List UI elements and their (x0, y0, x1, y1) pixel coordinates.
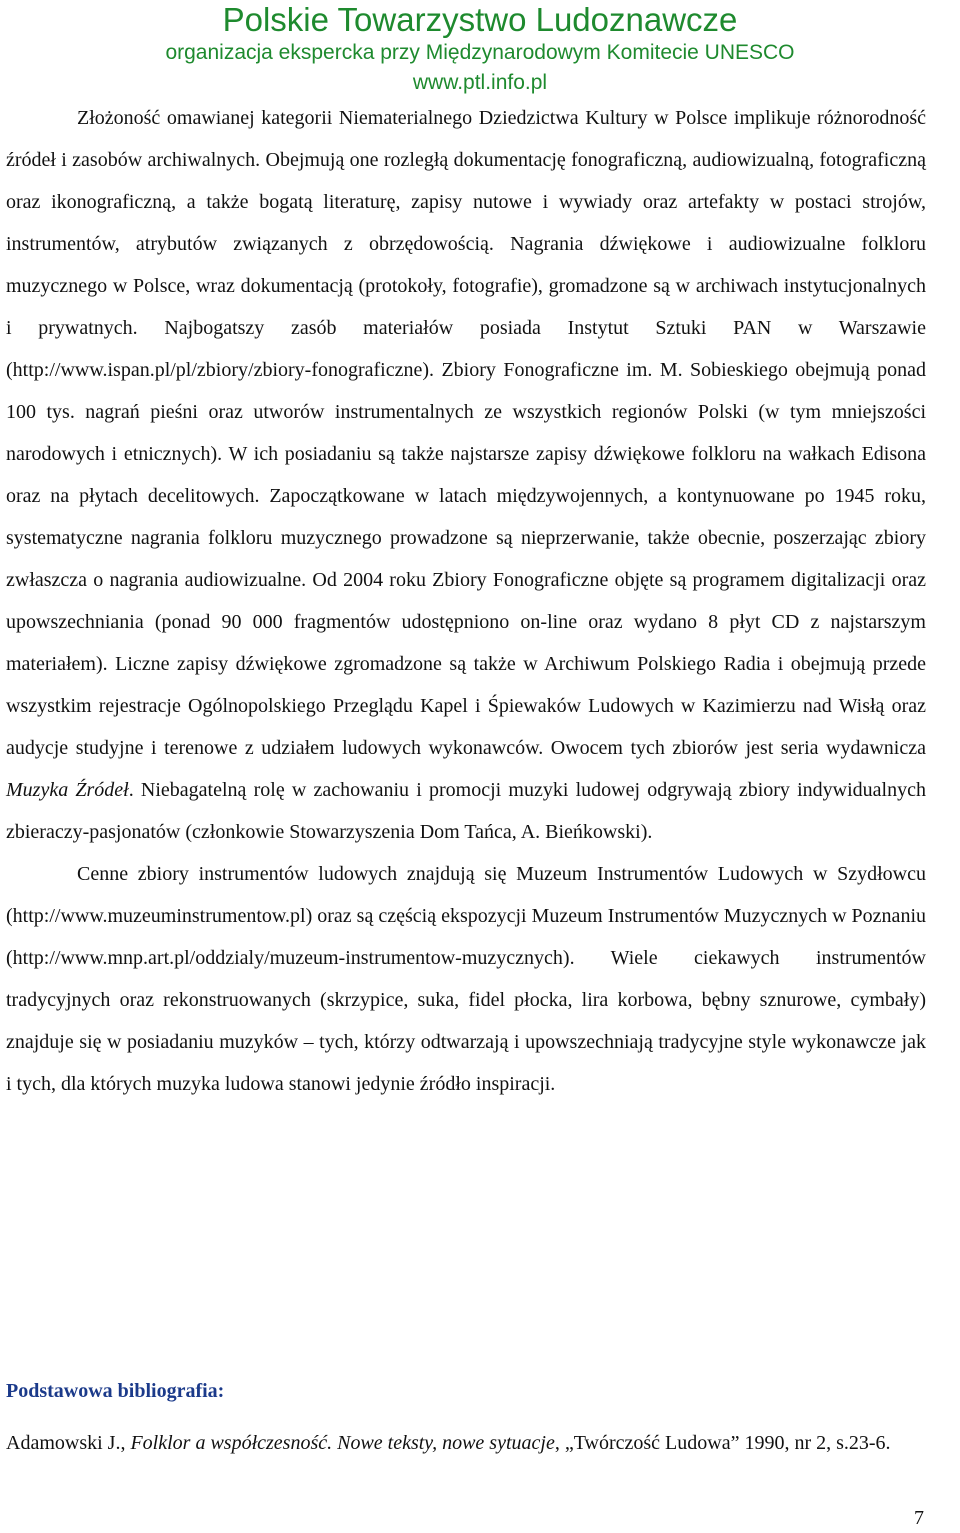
bibliography-title: Folklor a współczesność. Nowe teksty, nowe sytuacje (130, 1432, 555, 1454)
bibliography-entry (6, 1428, 956, 1459)
bibliography-author: Adamowski J., (6, 1432, 131, 1454)
paragraph-text: Złożoność omawianej kategorii Niematerialnego Dziedzictwa Kultury w Polsce implikuje różnorodność źródeł i zasobów archiwalnych. Obejmują one rozległą dokumentację fonograficzną, audiowizualną, fotograficzną oraz ikonograficzną, a także bogatą literaturę, zapisy nutowe i wywiady oraz artefakty w postaci strojów, instrumentów, atrybutów związanych z obrzędowością. Nagrania dźwiękowe i audiowizualne folkloru muzycznego w Polsce, wraz dokumentacją (protokoły, fotografie), gromadzone są w archiwach instytucjonalnych i prywatnych. Najbogatszy zasób materiałów posiada Instytut Sztuki PAN w Warszawie (http://www.ispan.pl/pl/zbiory/zbiory-fonograficzne). Zbiory Fonograficzne im. M. Sobieskiego obejmują ponad 100 tys. nagrań pieśni oraz utworów instrumentalnych ze wszystkich regionów Polski (w tym mniejszości narodowych i etnicznych). W ich posiadaniu są także najstarsze zapisy dźwiękowe folkloru na wałkach Edisona oraz na płytach decelitowych. Zapoczątkowane w latach międzywojennych, a kontynuowane po 1945 roku, systematyczne nagrania folkloru muzycznego prowadzone są nieprzerwanie, także obecnie, poszerzając zbiory zwłaszcza o nagrania audiowizualne. Od 2004 roku Zbiory Fonograficzne objęte są programem digitalizacji oraz upowszechniania (ponad 90 000 fragmentów udostępniono on-line oraz wydano 8 płyt CD z najstarszym materiałem). Liczne zapisy dźwiękowe zgromadzone są także w Archiwum Polskiego Radia i obejmują przede wszystkim rejestracje Ogólnopolskiego Przeglądu Kapel i Śpiewaków Ludowych w Kazimierzu nad Wisłą oraz audycje studyjne i terenowe z udziałem ludowych wykonawców. Owocem tych zbiorów jest seria wydawnicza (6, 107, 926, 759)
bibliography-heading: Podstawowa bibliografia: (6, 1380, 225, 1402)
bibliography-details: , „Twórczość Ludowa” 1990, nr 2, s.23-6. (554, 1432, 891, 1454)
page-number: 7 (914, 1507, 924, 1529)
organization-url[interactable]: www.ptl.info.pl (412, 71, 548, 94)
series-title: Muzyka Źródeł (6, 779, 129, 801)
paragraph-archives (6, 97, 926, 853)
document-body (6, 97, 926, 1105)
paragraph-text-continued: . Niebagatelną rolę w zachowaniu i promocji muzyki ludowej odgrywają zbiory indywidualnych zbieraczy-pasjonatów (członkowie Stowarzyszenia Dom Tańca, A. Bieńkowski). (6, 779, 926, 843)
paragraph-instruments: Cenne zbiory instrumentów ludowych znajdują się Muzeum Instrumentów Ludowych w Szydłowcu (http://www.muzeuminstrumentow.pl) oraz są częścią ekspozycji Muzeum Instrumentów Muzycznych w Poznaniu (http://www.mnp.art.pl/oddzialy/muzeum-instrumentow-muzycznych). Wiele ciekawych instrumentów tradycyjnych oraz rekonstruowanych (skrzypice, suka, fidel płocka, lira korbowa, bębny sznurowe, cymbały) znajduje się w posiadaniu muzyków – tych, którzy odtwarzają i upowszechniają tradycyjne style wykonawcze jak i tych, dla których muzyka ludowa stanowi jedynie źródło inspiracji. (6, 863, 926, 1095)
organization-subtitle: organizacja ekspercka przy Międzynarodowym Komitecie UNESCO (165, 41, 795, 64)
organization-name: Polskie Towarzystwo Ludoznawcze (222, 1, 738, 38)
